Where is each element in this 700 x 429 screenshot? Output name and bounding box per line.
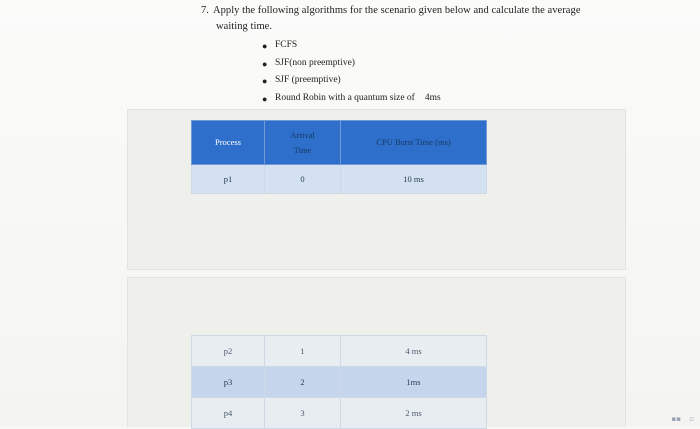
corner-artifacts [666, 415, 694, 423]
quantum-size: 4ms [424, 92, 441, 103]
question-number: 7. [201, 5, 209, 16]
question-line-2: waiting time. [216, 21, 273, 32]
table-row [192, 336, 487, 367]
cell-arrival: 3 [265, 398, 341, 429]
cell-burst: 10 ms [341, 165, 487, 194]
corner-mark-icon: ▪▪ [671, 415, 682, 423]
header-process: Process [192, 121, 265, 165]
algorithm-item-fcfs: ● FCFS [262, 40, 298, 51]
table-header-row [192, 121, 487, 165]
cell-process: p1 [192, 165, 265, 194]
table-row [192, 165, 487, 194]
cell-arrival: 1 [265, 336, 341, 367]
header-cpu-burst: CPU Burst Time (ms) [341, 121, 487, 165]
bullet-icon: ● [262, 76, 268, 86]
table-row [192, 398, 487, 429]
process-table-continued [191, 335, 487, 429]
algorithm-item-sjf-non-preemptive: ● SJF(non preemptive) [262, 57, 355, 69]
table-row [192, 367, 487, 398]
header-arrival-time: Arrival Time [265, 121, 341, 165]
algorithm-list [262, 39, 441, 109]
cell-burst: 4 ms [341, 336, 487, 367]
cell-process: p2 [192, 336, 265, 367]
process-table-header [191, 120, 487, 194]
cell-burst: 2 ms [341, 398, 487, 429]
cell-burst: 1ms [341, 367, 487, 398]
corner-mark-icon: ▫ [689, 415, 694, 423]
question-line-1: Apply the following algorithms for the scenario given below and calculate the average [212, 5, 581, 16]
bullet-icon: ● [262, 41, 268, 51]
bullet-icon: ● [262, 93, 268, 104]
cell-arrival: 0 [265, 165, 341, 194]
question-text [201, 4, 581, 34]
cell-process: p3 [192, 367, 265, 398]
algorithm-item-round-robin: ● Round Robin with a quantum size of 4ms [262, 92, 441, 104]
cell-process: p4 [192, 398, 265, 429]
cell-arrival: 2 [265, 367, 341, 398]
bullet-icon: ● [262, 58, 268, 69]
algorithm-item-sjf-preemptive: ● SJF (preemptive) [262, 75, 341, 86]
